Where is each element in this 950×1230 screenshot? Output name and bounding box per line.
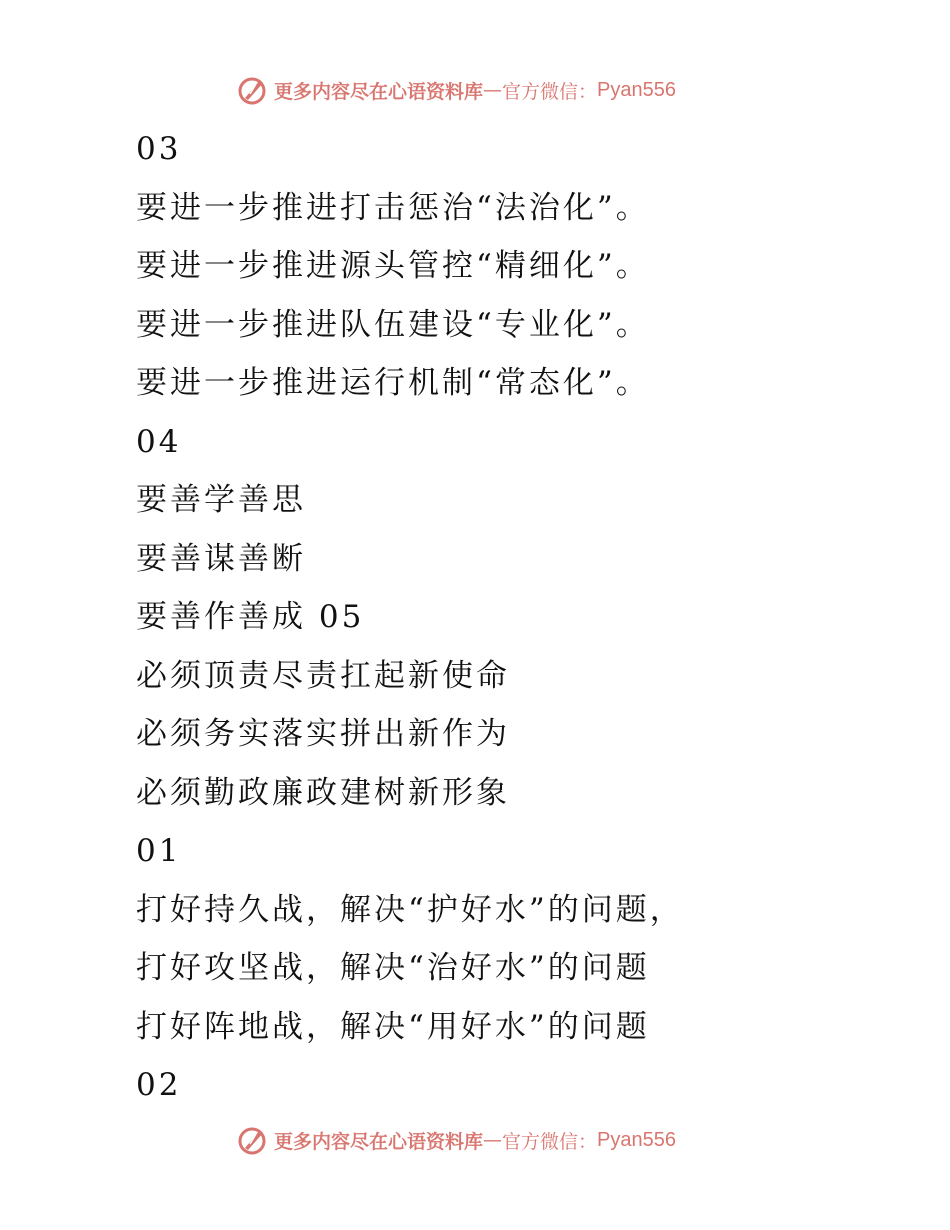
section-number-02: 02 — [136, 1067, 182, 1103]
document-body — [136, 120, 916, 1115]
text-line: 必须务实落实拼出新作为 — [136, 716, 510, 752]
banner-site-text: 更多内容尽在心语资料库 — [274, 80, 484, 103]
quill-pen-logo-icon — [236, 1124, 268, 1156]
text-line: 必须勤政廉政建树新形象 — [136, 774, 510, 811]
banner-wechat-label: 官方微信： — [502, 80, 598, 103]
banner-wechat-id: Pyan556 — [597, 78, 676, 101]
banner-site-text: 更多内容尽在心语资料库 — [274, 1130, 484, 1153]
banner-wechat-label: 官方微信： — [502, 1130, 598, 1153]
section-number-04: 04 — [136, 423, 182, 460]
banner-dash: — — [483, 1129, 503, 1151]
text-line: 要善学善思 — [136, 482, 306, 518]
text-line: 必须顶责尽责扛起新使命 — [136, 657, 510, 694]
banner-wechat-id: Pyan556 — [597, 1128, 676, 1151]
text-line: 要进一步推进运行机制“常态化”。 — [136, 365, 650, 401]
text-line: 打好阵地战，解决“用好水”的问题 — [136, 1008, 650, 1045]
text-line: 要进一步推进打击惩治“法治化”。 — [136, 189, 650, 226]
text-line: 要进一步推进队伍建设“专业化”。 — [136, 306, 650, 343]
text-line: 要进一步推进源头管控“精细化”。 — [136, 248, 650, 284]
header-watermark-banner — [236, 72, 676, 108]
text-line: 要善作善成 05 — [136, 599, 365, 635]
text-line: 打好攻坚战，解决“治好水”的问题 — [136, 950, 650, 986]
footer-watermark-banner — [236, 1122, 676, 1158]
section-number-03: 03 — [136, 131, 182, 167]
section-number-01: 01 — [136, 833, 182, 869]
banner-dash: — — [483, 79, 503, 101]
quill-pen-logo-icon — [236, 74, 268, 106]
text-line: 打好持久战，解决“护好水”的问题， — [136, 891, 684, 928]
text-line: 要善谋善断 — [136, 540, 306, 577]
